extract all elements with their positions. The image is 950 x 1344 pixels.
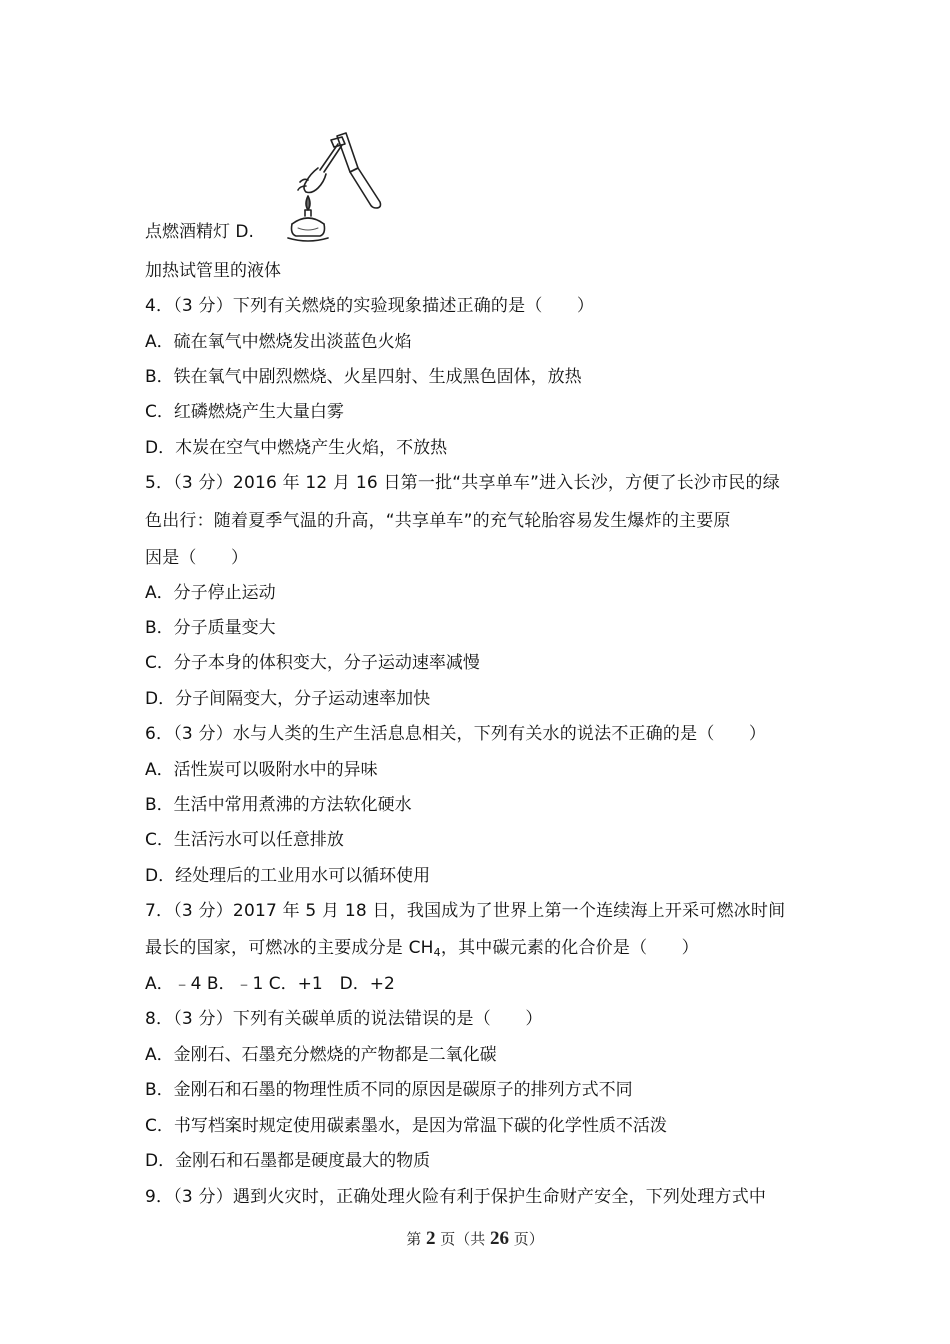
option-d-caption: 加热试管里的液体 — [145, 261, 281, 281]
question-7-stem-line-1: 7．（3 分）2017 年 5 月 18 日，我国成为了世界上第一个连续海上开采可燃冰时间 — [145, 901, 786, 921]
question-4-option-c: C．红磷燃烧产生大量白雾 — [145, 402, 344, 422]
footer-suffix: 页） — [509, 1230, 544, 1248]
question-6-option-b: B．生活中常用煮沸的方法软化硬水 — [145, 795, 412, 815]
question-8-stem: 8．（3 分）下列有关碳单质的说法错误的是（ ） — [145, 1009, 543, 1029]
question-8-option-b: B．金刚石和石墨的物理性质不同的原因是碳原子的排列方式不同 — [145, 1080, 633, 1100]
footer-total-pages: 26 — [490, 1228, 510, 1249]
question-4-option-a: A．硫在氧气中燃烧发出淡蓝色火焰 — [145, 332, 412, 352]
question-5-stem-line-2: 色出行：随着夏季气温的升高，“共享单车”的充气轮胎容易发生爆炸的主要原 — [145, 511, 731, 531]
footer-prefix: 第 — [406, 1230, 426, 1248]
question-9-stem: 9．（3 分）遇到火灾时，正确处理火险有利于保护生命财产安全，下列处理方式中 — [145, 1187, 767, 1207]
question-4-option-d: D．木炭在空气中燃烧产生火焰，不放热 — [145, 438, 448, 458]
question-7-stem-before: 最长的国家，可燃冰的主要成分是 CH — [145, 938, 434, 958]
heating-test-tube-icon — [282, 130, 392, 242]
question-8-option-c: C．书写档案时规定使用碳素墨水，是因为常温下碳的化学性质不活泼 — [145, 1116, 667, 1136]
option-d-prefix: 点燃酒精灯 D. — [145, 222, 254, 242]
methane-subscript: 4 — [433, 946, 441, 959]
question-6-option-c: C．生活污水可以任意排放 — [145, 830, 344, 850]
question-7-stem-after: ，其中碳元素的化合价是（ ） — [440, 938, 699, 958]
question-8-option-a: A．金刚石、石墨充分燃烧的产物都是二氧化碳 — [145, 1045, 497, 1065]
question-7-stem-line-2 — [145, 936, 699, 965]
question-8-option-d: D．金刚石和石墨都是硬度最大的物质 — [145, 1151, 431, 1171]
question-4-stem: 4．（3 分）下列有关燃烧的实验现象描述正确的是（ ） — [145, 296, 595, 316]
question-5-option-b: B．分子质量变大 — [145, 618, 276, 638]
question-5-option-a: A．分子停止运动 — [145, 583, 276, 603]
question-6-stem: 6．（3 分）水与人类的生产生活息息相关，下列有关水的说法不正确的是（ ） — [145, 724, 767, 744]
question-6-option-d: D．经处理后的工业用水可以循环使用 — [145, 866, 431, 886]
question-5-option-c: C．分子本身的体积变大，分子运动速率减慢 — [145, 653, 480, 673]
question-6-option-a: A．活性炭可以吸附水中的异味 — [145, 760, 378, 780]
question-5-stem-line-1: 5．（3 分）2016 年 12 月 16 日第一批“共享单车”进入长沙，方便了长沙市民的绿 — [145, 473, 780, 493]
question-7-options: A．﹣4 B．﹣1 C．+1 D．+2 — [145, 974, 395, 994]
question-4-option-b: B．铁在氧气中剧烈燃烧、火星四射、生成黑色固体，放热 — [145, 367, 582, 387]
question-5-stem-line-3: 因是（ ） — [145, 548, 249, 568]
page-footer — [0, 1228, 950, 1250]
footer-page-number: 2 — [425, 1228, 436, 1249]
footer-middle: 页（共 — [435, 1230, 491, 1248]
question-5-option-d: D．分子间隔变大，分子运动速率加快 — [145, 689, 431, 709]
